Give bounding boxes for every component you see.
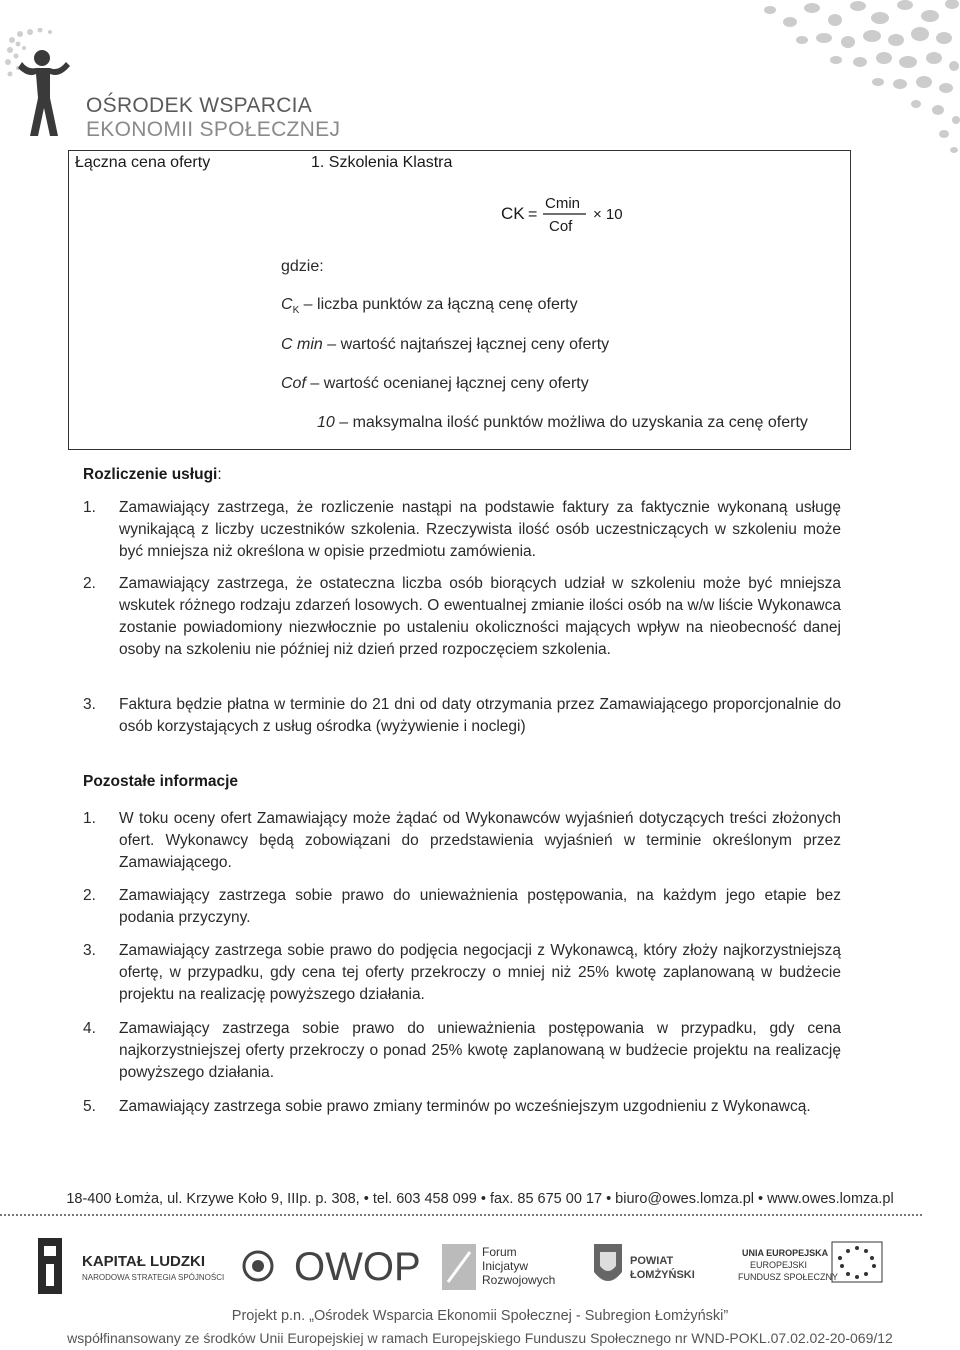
contact-line: 18-400 Łomża, ul. Krzywe Koło 9, IIIp. p. 308, • tel. 603 458 099 • fax. 85 675 00 17 • biuro@owes.lomza.pl • www.owes.lomza.pl [66, 1191, 894, 1207]
ue-line2: EUROPEJSKI [750, 1260, 808, 1270]
legend-cmin: C min – wartość najtańszej łącznej ceny oferty [281, 336, 610, 353]
price-formula [501, 191, 631, 235]
criterion-label: Łączna cena oferty [75, 154, 211, 171]
ue-line1: UNIA EUROPEJSKA [742, 1248, 829, 1258]
kl-subtitle: NARODOWA STRATEGIA SPÓJNOŚCI [82, 1273, 225, 1282]
powiat-logo [594, 1244, 695, 1281]
criterion-title: 1. Szkolenia Klastra [311, 154, 453, 171]
other-info-heading: Pozostałe informacje [83, 773, 239, 790]
powiat-line2: ŁOMŻYŃSKI [630, 1269, 695, 1281]
formula-numerator: Cmin [545, 195, 581, 212]
billing-item: 2. Zamawiający zastrzega, że ostateczna liczba osób biorących udział w szkoleniu może być mniejsza wskutek różnego rodzaju zdarzeń losowych. O ewentualnej zmianie ilości osób na w/w liście Wykonawca zostanie powiadomiony niezwłocznie po ustaleniu okoliczności mających wpływ na nieobecność danej osoby na szkoleniu nie później niż dzień przed rozpoczęciem szkolenia. [83, 575, 841, 658]
project-name: Projekt p.n. „Ośrodek Wsparcia Ekonomii Społecznej - Subregion Łomżyński” [231, 1308, 729, 1324]
eu-logo [738, 1242, 882, 1282]
legend-ck: $C_K$ – liczba punktów za łączną cenę oferty [281, 296, 578, 317]
ue-line3: FUNDUSZ SPOŁECZNY [738, 1272, 839, 1282]
formula-lhs: CK [501, 204, 525, 223]
kl-title: KAPITAŁ LUDZKI [82, 1253, 206, 1270]
decorative-dots [740, 0, 960, 160]
kapital-ludzki-logo [38, 1238, 224, 1294]
financing-note: współfinansowany ze środków Unii Europejskiej w ramach Europejskiego Funduszu Społecznego nr WND-POKL.07.02.02-20-069/12 [67, 1330, 893, 1346]
other-info-item: 4. Zamawiający zastrzega sobie prawo do unieważnienia postępowania w przypadku, gdy cena najkorzystniejszej oferty przekroczy o ponad 25% kwotę zaplanowaną w budżecie projektu na realizację powyższego działania. [83, 1020, 841, 1081]
other-info-item: 2. Zamawiający zastrzega sobie prawo do unieważnienia postępowania, na każdym jego etapie bez podania przyczyny. [83, 887, 841, 926]
legend-ten: 10 – maksymalna ilość punktów możliwa do uzyskania za cenę oferty [317, 414, 808, 431]
person-figure-icon [4, 28, 80, 140]
powiat-line1: POWIAT [630, 1255, 674, 1267]
owes-logo [4, 28, 341, 143]
legend-cof: Cof – wartość ocenianej łącznej ceny oferty [281, 375, 589, 392]
formula-denominator: Cof [549, 218, 573, 235]
billing-item: 1. Zamawiający zastrzega, że rozliczenie nastąpi na podstawie faktury za faktycznie wykonaną usługę wynikającą z liczby uczestników szkolenia. Rzeczywista ilość osób uczestniczących w szkoleniu może być mniejsza niż określona w opisie przedmiotu zamówienia. [83, 499, 841, 560]
svg-text:=: = [528, 206, 538, 223]
billing-heading: Rozliczenie usługi: [83, 466, 222, 483]
billing-item: 3. Faktura będzie płatna w terminie do 21 dni od daty otrzymania przez Zamawiającego proporcjonalnie do osób korzystających z usług ośrodka (wyżywienie i noclegi) [83, 696, 841, 735]
footer-divider [0, 1214, 922, 1216]
forum-logo [442, 1244, 555, 1290]
forum-line3: Rozwojowych [482, 1273, 556, 1287]
price-criteria-box [68, 150, 851, 450]
other-info-item: 1. W toku oceny ofert Zamawiający może żądać od Wykonawców wyjaśnień dotyczących treści złożonych ofert. Wykonawcy będą zobowiązani do przedstawienia wyjaśnień w terminie określonym przez Zamawiającego. [83, 810, 841, 871]
other-info-item: 5. Zamawiający zastrzega sobie prawo zmiany terminów po wcześniejszym uzgodnieniu z Wykonawcą. [83, 1098, 811, 1115]
forum-line2: Inicjatyw [482, 1259, 529, 1273]
owop-logo [244, 1245, 421, 1289]
logo-title: OŚRODEK WSPARCIA [86, 94, 313, 117]
forum-line1: Forum [482, 1245, 517, 1259]
partner-logos [0, 1232, 960, 1302]
owop-text: OWOP [294, 1245, 421, 1289]
formula-multiplier: × 10 [593, 206, 623, 223]
gdzie-label: gdzie: [281, 258, 324, 275]
other-info-item: 3. Zamawiający zastrzega sobie prawo do podjęcia negocjacji z Wykonawcą, który złoży najkorzystniejszą ofertę, w przypadku, gdy cena tej oferty przekroczy o mniej niż 25% kwotę zaplanowaną w budżecie projektu na realizację powyższego działania. [83, 942, 841, 1003]
logo-subtitle: EKONOMII SPOŁECZNEJ [86, 118, 341, 141]
